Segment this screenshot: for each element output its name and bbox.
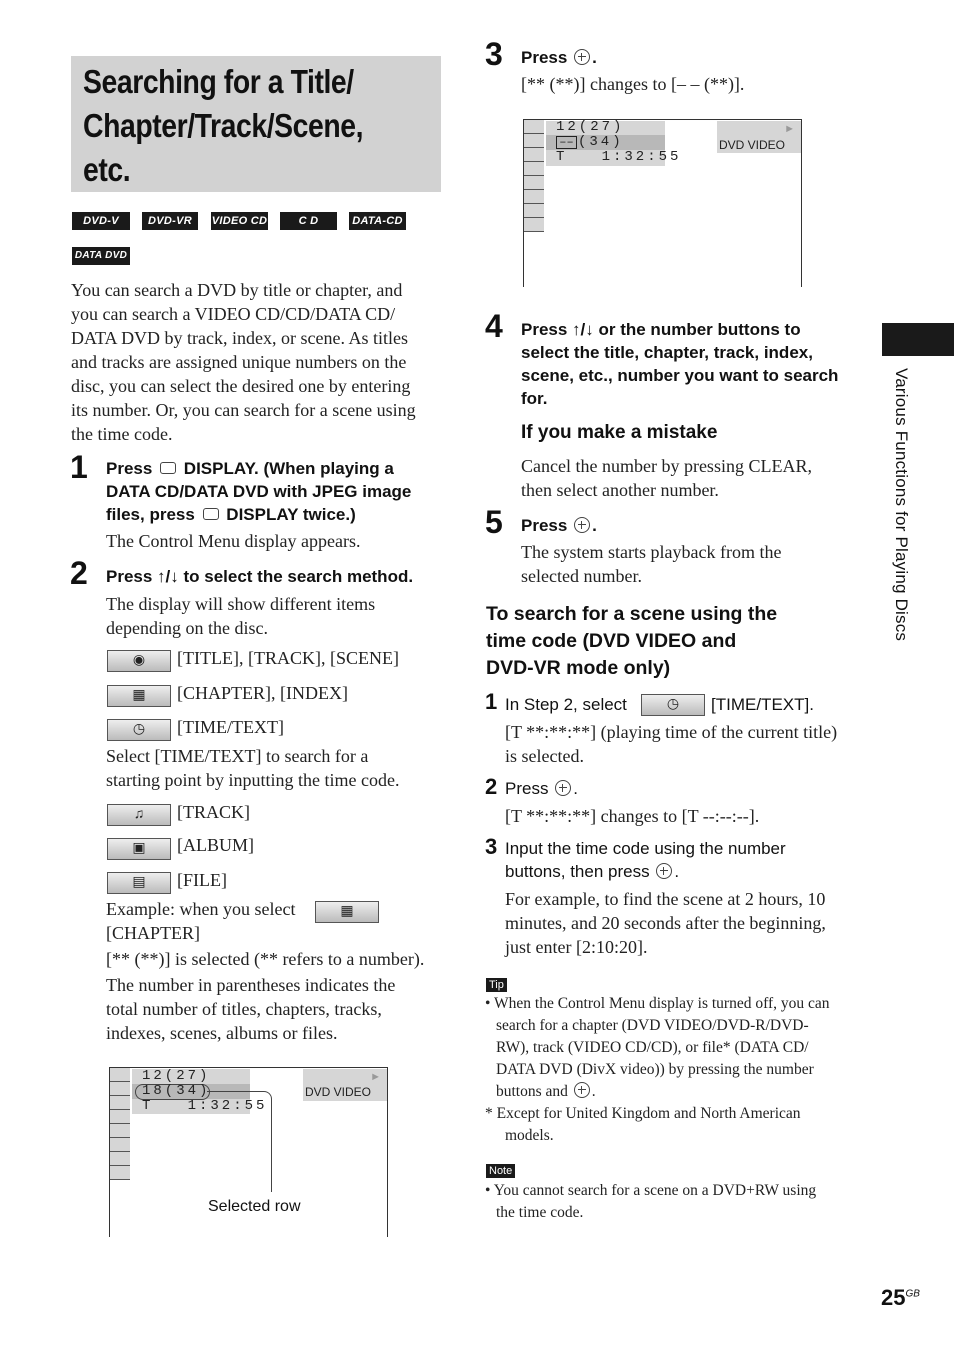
step4-text: Press ↑/↓ or the number buttons to	[521, 320, 801, 339]
display-button-icon	[203, 508, 219, 520]
page-suffix: GB	[905, 1288, 920, 1300]
note-line: total number of titles, chapters, tracks,	[106, 999, 382, 1019]
body-line: just enter [2:10:20].	[505, 937, 648, 957]
timecode-step2-body: [T **:**:**] changes to [T --:--:--].	[505, 806, 760, 826]
step5-body	[521, 540, 781, 588]
enter-button-icon	[574, 49, 590, 65]
data-dvd-badge: DATA DVD	[72, 247, 130, 265]
step2-text: depending on the disc.	[106, 618, 268, 638]
step-number: 4	[485, 308, 503, 344]
intro-line: You can search a DVD by title or chapter, and	[71, 280, 403, 300]
step1-heading	[106, 457, 451, 526]
menu-cell	[524, 120, 544, 134]
osd-row: T 1:32:55	[142, 1098, 268, 1114]
menu-cell	[110, 1138, 130, 1152]
step5-line: selected number.	[521, 566, 642, 586]
footnote-line: models.	[505, 1127, 554, 1144]
enter-button-icon	[555, 780, 571, 796]
tip-line: • When the Control Menu display is turned off, you can	[485, 995, 830, 1012]
heading-line: To search for a scene using the	[486, 603, 778, 625]
play-arrow-icon: ►	[370, 1071, 381, 1083]
step1-text: DISPLAY twice.)	[226, 505, 356, 524]
footnote-line: * Except for United Kingdom and North American	[485, 1105, 801, 1122]
example-text: [CHAPTER]	[106, 923, 200, 943]
step3-text: Press	[521, 48, 568, 67]
note-line: indexes, scenes, albums or files.	[106, 1023, 338, 1043]
step-text: buttons, then press	[505, 862, 650, 881]
step4-heading	[521, 318, 866, 410]
page-number-value: 25	[881, 1285, 906, 1310]
menu-item-label: [TITLE], [TRACK], [SCENE]	[177, 648, 399, 668]
menu-item-label: [TRACK]	[177, 802, 250, 822]
step2-body	[106, 592, 375, 640]
step1-text: Press	[106, 459, 153, 478]
menu-cell	[524, 162, 544, 176]
chapter-clapper-icon: ▦	[315, 901, 379, 923]
tip-line: search for a chapter (DVD VIDEO/DVD-R/DVD-	[496, 1017, 809, 1034]
step2-heading: Press ↑/↓ to select the search method.	[106, 567, 414, 586]
input-dash-box: ––	[556, 136, 577, 149]
dvd-vr-badge: DVD-VR	[142, 212, 198, 230]
intro-line: disc, you can select the desired one by entering	[71, 376, 411, 396]
menu-cell	[110, 1166, 130, 1180]
time-clock-icon: ◷	[641, 694, 705, 716]
step5-line: The system starts playback from the	[521, 542, 782, 562]
enter-button-icon	[574, 1082, 590, 1098]
step-number: 3	[485, 834, 498, 859]
body-line: For example, to find the scene at 2 hours, 10	[505, 889, 826, 909]
note-line: • You cannot search for a scene on a DVD+RW using	[485, 1182, 817, 1199]
parentheses-note	[106, 973, 395, 1045]
step-number: 2	[70, 555, 88, 591]
note-line: The number in parentheses indicates the	[106, 975, 396, 995]
menu-item-label: [FILE]	[177, 870, 227, 890]
video-cd-badge: VIDEO CD	[211, 212, 268, 230]
callout-line	[207, 1091, 272, 1192]
menu-cell	[524, 148, 544, 162]
menu-item-label: [ALBUM]	[177, 835, 254, 855]
title-line: etc.	[83, 151, 131, 188]
step-number: 3	[485, 36, 503, 72]
timecode-step1-label: [TIME/TEXT].	[711, 695, 814, 714]
menu-item-label: [CHAPTER], [INDEX]	[177, 683, 348, 703]
title-line: Chapter/Track/Scene,	[83, 107, 364, 144]
timecode-step1-body	[505, 720, 837, 768]
heading-line: time code (DVD VIDEO and	[486, 630, 737, 652]
menu-cell	[110, 1068, 130, 1082]
intro-line: the time code.	[71, 424, 173, 444]
step3-body: [** (**)] changes to [– – (**)].	[521, 74, 745, 94]
step1-text: DATA CD/DATA DVD with JPEG image	[106, 482, 412, 501]
mistake-body	[521, 454, 812, 502]
osd-row-selected: 18(34)	[142, 1083, 211, 1099]
step-text: Press	[505, 779, 549, 798]
data-cd-badge: DATA-CD	[349, 212, 406, 230]
step1-text: files, press	[106, 505, 195, 524]
page-number	[881, 1285, 920, 1311]
tip-line: DATA DVD (DivX video)) by pressing the number	[496, 1061, 814, 1078]
timecode-step3: Input the time code using the number buttons, then press .	[505, 839, 786, 881]
step2-text: The display will show different items	[106, 594, 376, 614]
step4-text: scene, etc., number you want to search	[521, 366, 839, 385]
step4-text: select the title, chapter, track, index,	[521, 343, 813, 362]
selected-note: [** (**)] is selected (** refers to a number).	[106, 949, 425, 969]
timecode-step3-body	[505, 887, 826, 959]
menu-cell	[524, 204, 544, 218]
step-number: 2	[485, 774, 498, 799]
album-icon: ▣	[107, 838, 171, 860]
tip-line: RW), track (VIDEO CD/CD), or file* (DATA CD/	[496, 1039, 809, 1056]
osd-row: 12(27)	[142, 1068, 211, 1084]
step1-body: The Control Menu display appears.	[106, 531, 361, 551]
menu-item-label: [TIME/TEXT]	[177, 717, 284, 737]
heading-line: DVD-VR mode only)	[486, 657, 671, 679]
menu-cell	[524, 218, 544, 232]
mistake-line: Cancel the number by pressing CLEAR,	[521, 456, 812, 476]
step-number: 1	[70, 449, 88, 485]
title-line: Searching for a Title/	[83, 63, 354, 100]
tip-tag: Tip	[486, 978, 507, 992]
display-button-icon	[160, 462, 176, 474]
disc-type-label	[303, 1069, 387, 1101]
step4-text: for.	[521, 389, 548, 408]
track-music-icon: ♫	[107, 804, 171, 826]
osd-row-selected: (34)	[578, 134, 624, 150]
intro-line: DATA DVD by track, index, or scene. As titles	[71, 328, 408, 348]
time-clock-icon: ◷	[107, 719, 171, 741]
timecode-step1: In Step 2, select	[505, 695, 627, 714]
callout-label: Selected row	[208, 1198, 301, 1215]
body-line: [T **:**:**] (playing time of the current title)	[505, 722, 838, 742]
time-text-note	[106, 744, 399, 792]
timecode-step2: Press .	[505, 779, 578, 798]
body-line: is selected.	[505, 746, 584, 766]
dvd-v-badge: DVD-V	[72, 212, 130, 230]
menu-cell	[110, 1124, 130, 1138]
menu-cell	[110, 1152, 130, 1166]
note-line: starting point by inputting the time code.	[106, 770, 400, 790]
step-text: Input the time code using the number	[505, 839, 786, 858]
intro-line: and tracks are assigned unique numbers on the	[71, 352, 407, 372]
note-line: the time code.	[496, 1204, 584, 1221]
note-text	[485, 1180, 865, 1224]
step1-text: DISPLAY. (When playing a	[183, 459, 394, 478]
menu-icon-column	[110, 1068, 130, 1180]
control-menu-screen	[523, 119, 802, 287]
menu-cell	[110, 1082, 130, 1096]
osd-row: 12(27)	[556, 119, 625, 135]
disc-type-text: DVD VIDEO	[719, 138, 786, 152]
mistake-heading: If you make a mistake	[521, 422, 718, 443]
control-menu-screen	[109, 1067, 388, 1237]
menu-cell	[110, 1096, 130, 1110]
menu-cell	[524, 134, 544, 148]
tip-text: • When the Control Menu display is turned off, you can search for a chapter (DVD VIDEO/DVD-R/DVD- RW), track (VIDEO CD/CD), or file* (DATA CD/ DATA DVD (DivX video)) by pressing the number buttons and . * Except for United Kingdom and North American models.	[485, 993, 865, 1147]
menu-cell	[524, 190, 544, 204]
title-disc-icon: ◉	[107, 650, 171, 672]
enter-button-icon	[656, 863, 672, 879]
step3-heading: Press .	[521, 48, 597, 67]
osd-row: T 1:32:55	[556, 149, 682, 165]
file-icon: ▤	[107, 872, 171, 894]
menu-icon-column	[524, 120, 544, 232]
example-text: Example: when you select	[106, 899, 296, 919]
cd-badge: C D	[280, 212, 337, 230]
section-tab-marker	[882, 323, 954, 356]
step-number: 5	[485, 504, 503, 540]
menu-cell	[524, 176, 544, 190]
note-line: Select [TIME/TEXT] to search for a	[106, 746, 369, 766]
play-arrow-icon: ►	[784, 123, 795, 135]
tip-line: buttons and	[496, 1083, 568, 1100]
enter-button-icon	[574, 517, 590, 533]
disc-type-text: DVD VIDEO	[305, 1085, 372, 1099]
timecode-heading	[486, 601, 866, 682]
intro-line: you can search a VIDEO CD/CD/DATA CD/	[71, 304, 396, 324]
section-side-label: Various Functions for Playing Discs	[892, 368, 911, 642]
step-number: 1	[485, 689, 498, 714]
page-title	[83, 60, 384, 192]
step5-text: Press	[521, 516, 568, 535]
intro-line: its number. Or, you can search for a scene using	[71, 400, 416, 420]
mistake-line: then select another number.	[521, 480, 719, 500]
step5-heading: Press .	[521, 516, 597, 535]
menu-cell	[110, 1110, 130, 1124]
intro-paragraph	[71, 278, 446, 446]
body-line: minutes, and 20 seconds after the beginning,	[505, 913, 826, 933]
note-tag: Note	[486, 1164, 515, 1178]
disc-type-label	[717, 121, 801, 153]
chapter-clapper-icon: ▦	[107, 685, 171, 707]
